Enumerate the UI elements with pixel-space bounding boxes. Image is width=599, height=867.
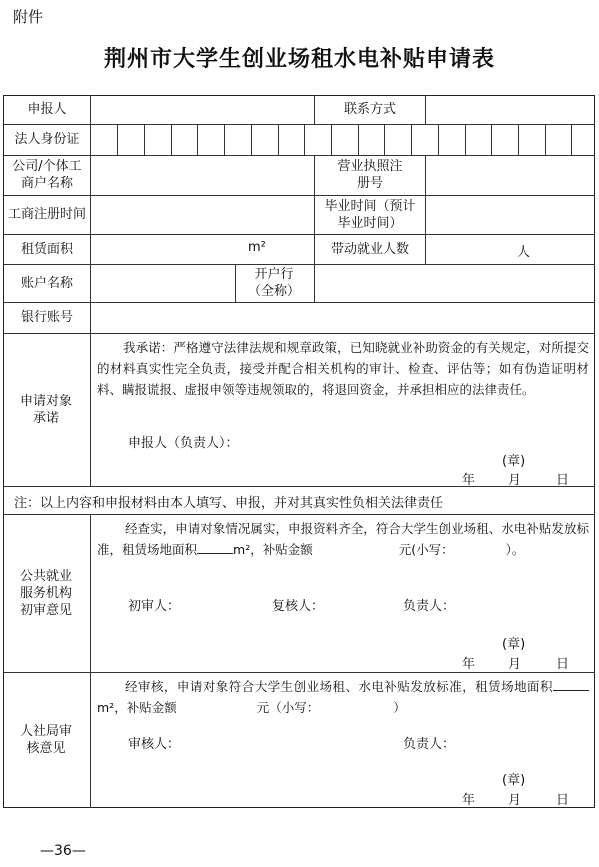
jobs-created-label: 带动就业人数 [330,241,409,257]
public-review-label: 公共就业服务机构初审意见 [19,568,72,618]
bank-account-field[interactable] [91,302,594,333]
bank-account-label: 银行账号 [20,310,73,325]
commitment-year: 年 [462,473,476,488]
id-digit-box[interactable] [117,124,118,155]
applicant-label: 申报人 [27,102,67,117]
rechecker-label: 复核人： [272,599,325,614]
hrss-review-text: 经审核，申请对象符合大学生创业场租、水电补贴发放标准，租赁场地面积m²，补贴金额 元（小写： ） [97,676,589,718]
id-digit-box[interactable] [224,124,225,155]
public-review-person-in-charge-label: 负责人： [403,599,456,614]
hrss-reviewer-label: 审核人： [128,737,181,752]
bank-label: 开户行（全称） [247,267,300,299]
id-digit-box[interactable] [331,124,332,155]
id-digit-box[interactable] [411,124,412,155]
hrss-seal: (章) [502,773,526,788]
hrss-person-in-charge-label: 负责人： [403,737,456,752]
commitment-label: 申请对象承诺 [19,393,72,426]
registration-time-label: 工商注册时间 [8,207,87,222]
public-review-day: 日 [556,657,570,672]
row-divider [3,124,595,125]
public-review-seal: (章) [502,637,526,652]
id-digit-box[interactable] [438,124,439,155]
id-digit-box[interactable] [358,124,359,155]
id-digit-box[interactable] [251,124,252,155]
company-name-field[interactable] [91,155,314,195]
id-digit-box[interactable] [278,124,279,155]
hrss-review-label: 人社局审核意见 [19,724,72,756]
commitment-seal: (章) [502,454,526,469]
id-digit-box[interactable] [571,124,572,155]
hrss-month: 月 [508,793,522,808]
registration-time-field[interactable] [91,195,314,234]
id-digit-box[interactable] [144,124,145,155]
id-digit-box[interactable] [545,124,546,155]
rent-area-label: 租赁面积 [20,241,73,257]
commitment-month: 月 [508,473,522,488]
id-digit-box[interactable] [465,124,466,155]
commitment-day: 日 [556,473,570,488]
commitment-signer-label: 申报人（负责人）： [128,436,239,451]
public-review-year: 年 [462,657,476,672]
id-digit-box[interactable] [518,124,519,155]
id-digit-box[interactable] [171,124,172,155]
first-reviewer-label: 初审人： [128,599,181,614]
legal-id-label: 法人身份证 [14,132,80,147]
contact-field[interactable] [426,95,594,124]
hrss-day: 日 [556,793,570,808]
column-divider [90,514,91,808]
public-review-text: 经查实，申请对象情况属实，申报资料齐全，符合大学生创业场租、水电补贴发放标准，租赁场地面积 m²，补贴金额 元(小写： ）。 [97,521,589,557]
row-divider [3,486,595,487]
graduation-time-field[interactable] [426,195,594,234]
id-digit-box[interactable] [197,124,198,155]
graduation-time-label: 毕业时间（预计毕业时间） [324,198,416,231]
business-license-label: 营业执照注册号 [337,159,403,191]
company-name-label: 公司/个体工商户名称 [12,159,82,191]
id-digit-box[interactable] [491,124,492,155]
bank-field[interactable] [315,264,594,302]
row-divider [3,234,595,235]
row-divider [3,672,595,673]
applicant-field[interactable] [91,95,314,124]
commitment-text: 我承诺：严格遵守法律法规和规章政策，已知晓就业补助资金的有关规定，对所提交的材料真实性完全负责，接受并配合相关机构的审计、检查、评估等；如有伪造证明材料、瞒报谎报、虚报申领等违规领取的，将退回资金，并承担相应的法律责任。 [97,340,589,397]
id-digit-box[interactable] [304,124,305,155]
area-unit: m² [248,240,266,255]
form-title: 荆州市大学生创业场租水电补贴申请表 [103,46,495,72]
account-name-field[interactable] [91,264,235,302]
attachment-label: 附件 [13,8,44,26]
public-review-month: 月 [508,657,522,672]
account-name-label: 账户名称 [20,275,73,291]
row-divider [3,333,595,334]
column-divider [235,264,236,302]
business-license-field[interactable] [426,155,594,195]
liability-note: 注：以上内容和申报材料由本人填写、申报，并对其真实性负相关法律责任 [14,496,444,511]
jobs-unit: 人 [517,245,531,260]
row-divider [3,514,595,515]
page-number: —36— [40,843,86,859]
hrss-year: 年 [462,793,476,808]
id-digit-box[interactable] [384,124,385,155]
contact-label: 联系方式 [343,102,396,117]
